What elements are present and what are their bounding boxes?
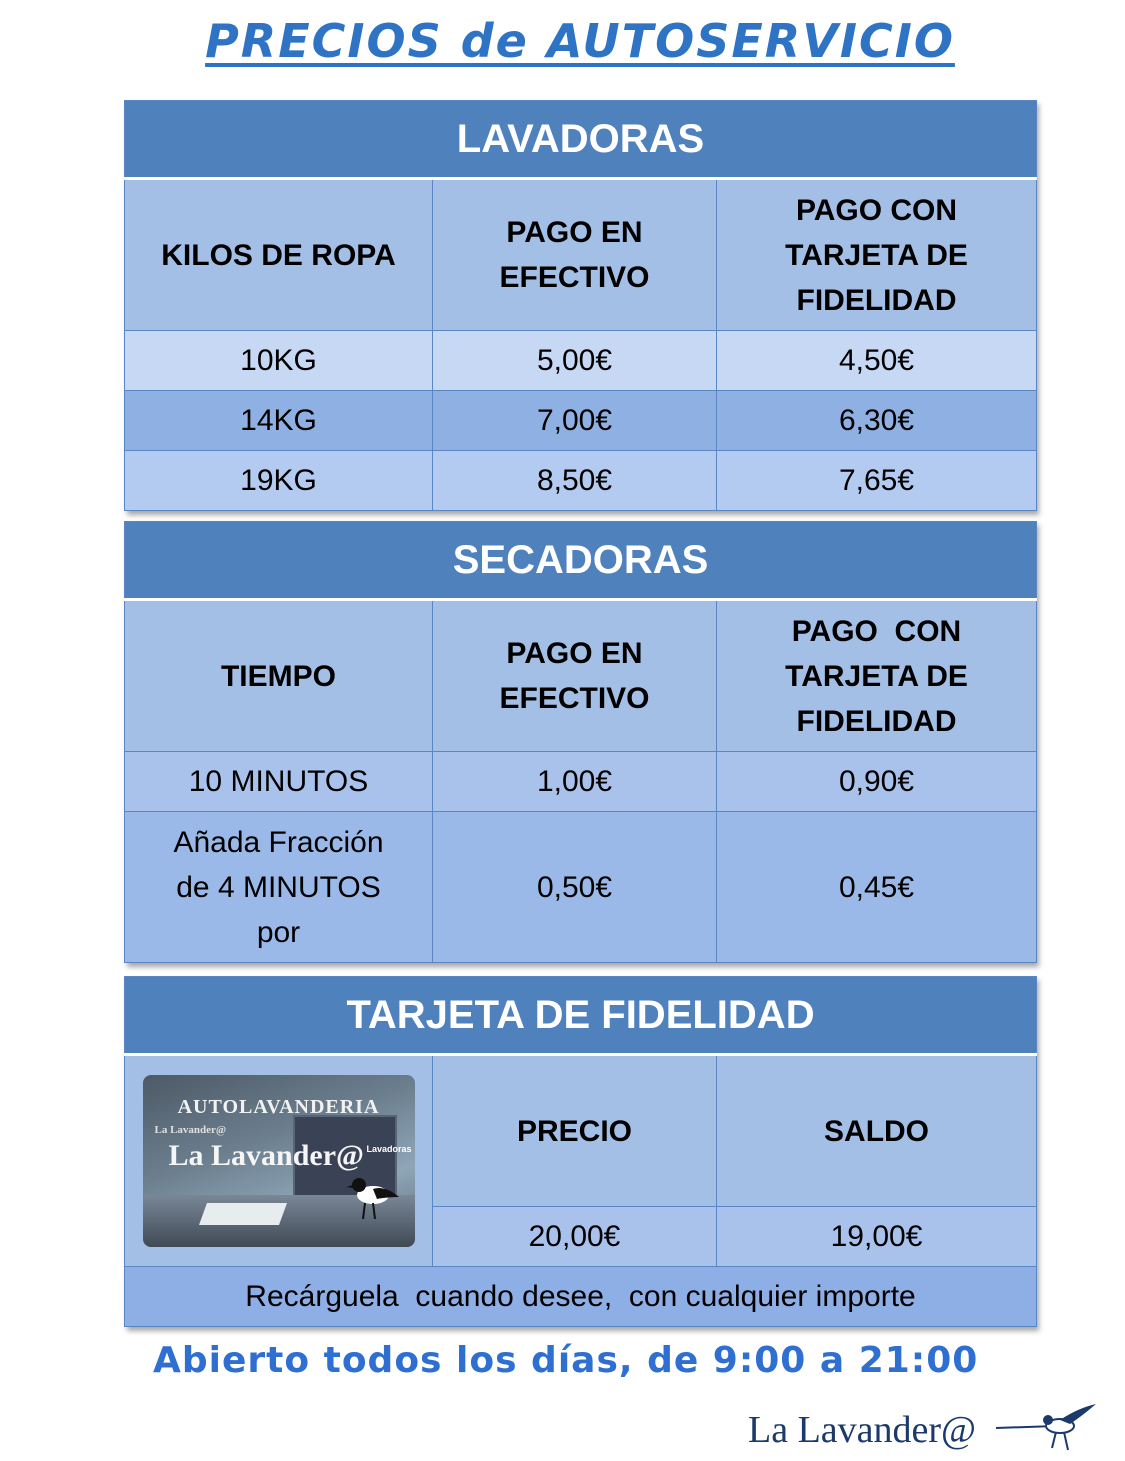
magpie-logo-icon xyxy=(996,1400,1100,1456)
column-header-text: PAGO EN EFECTIVO xyxy=(499,637,650,715)
column-header: TIEMPO xyxy=(125,600,433,752)
table-row xyxy=(125,812,1037,963)
table-cell: 8,50€ xyxy=(433,451,717,511)
opening-hours: Abierto todos los días, de 9:00 a 21:00 xyxy=(153,1340,979,1381)
table-row xyxy=(125,752,1037,812)
table-cell: 10 MINUTOS xyxy=(125,752,433,812)
magpie-icon xyxy=(343,1167,403,1227)
loyalty-card-image xyxy=(143,1075,415,1247)
lavadoras-heading: LAVADORAS xyxy=(125,101,1037,179)
lavadoras-column-headers xyxy=(125,179,1037,331)
tarjeta-column-headers xyxy=(125,1055,1037,1207)
secadoras-section xyxy=(124,521,1036,963)
table-cell: 20,00€ xyxy=(433,1207,717,1267)
table-cell: 7,65€ xyxy=(717,451,1037,511)
column-header xyxy=(717,600,1037,752)
recharge-note-text: Recárguela cuando desee, con cualquier importe xyxy=(245,1279,916,1313)
table-row xyxy=(125,391,1037,451)
table-cell: 0,50€ xyxy=(433,812,717,963)
table-cell: 10KG xyxy=(125,331,433,391)
lavadoras-table xyxy=(124,100,1037,511)
table-cell xyxy=(125,812,433,963)
column-header xyxy=(433,179,717,331)
tarjeta-heading: TARJETA DE FIDELIDAD xyxy=(125,977,1037,1055)
card-tag: Lavadoras xyxy=(366,1144,412,1154)
recharge-note xyxy=(125,1267,1037,1327)
column-header: KILOS DE ROPA xyxy=(125,179,433,331)
secadoras-column-headers xyxy=(125,600,1037,752)
column-header-text: PAGO EN EFECTIVO xyxy=(499,216,650,294)
card-brand: AUTOLAVANDERIA xyxy=(177,1096,380,1118)
table-cell: 0,45€ xyxy=(717,812,1037,963)
table-row xyxy=(125,331,1037,391)
card-sub: La Lavander@ xyxy=(154,1124,227,1136)
table-cell: 14KG xyxy=(125,391,433,451)
column-header-text: PAGO CON TARJETA DE FIDELIDAD xyxy=(785,614,977,738)
card-image-cell xyxy=(125,1055,433,1267)
card-table-shape xyxy=(198,1203,286,1225)
table-cell: 4,50€ xyxy=(717,331,1037,391)
column-header: SALDO xyxy=(717,1055,1037,1207)
table-cell-text: Añada Fracción de 4 MINUTOS por xyxy=(173,825,384,949)
secadoras-heading: SECADORAS xyxy=(125,522,1037,600)
table-cell: 19,00€ xyxy=(717,1207,1037,1267)
table-row xyxy=(125,1267,1037,1327)
table-cell: 0,90€ xyxy=(717,752,1037,812)
table-cell: 1,00€ xyxy=(433,752,717,812)
card-name: La Lavander@ xyxy=(168,1139,364,1172)
tarjeta-section xyxy=(124,976,1036,1327)
lavadoras-section xyxy=(124,100,1036,511)
page-title: PRECIOS de AUTOSERVICIO xyxy=(205,14,955,68)
secadoras-table xyxy=(124,521,1037,963)
table-row xyxy=(125,451,1037,511)
brand-logo-text: La Lavander@ xyxy=(748,1409,977,1451)
column-header: PRECIO xyxy=(433,1055,717,1207)
table-cell: 5,00€ xyxy=(433,331,717,391)
column-header xyxy=(717,179,1037,331)
table-cell: 6,30€ xyxy=(717,391,1037,451)
tarjeta-table xyxy=(124,976,1037,1327)
column-header xyxy=(433,600,717,752)
table-cell: 7,00€ xyxy=(433,391,717,451)
column-header-text: PAGO CON TARJETA DE FIDELIDAD xyxy=(785,193,968,317)
table-cell: 19KG xyxy=(125,451,433,511)
